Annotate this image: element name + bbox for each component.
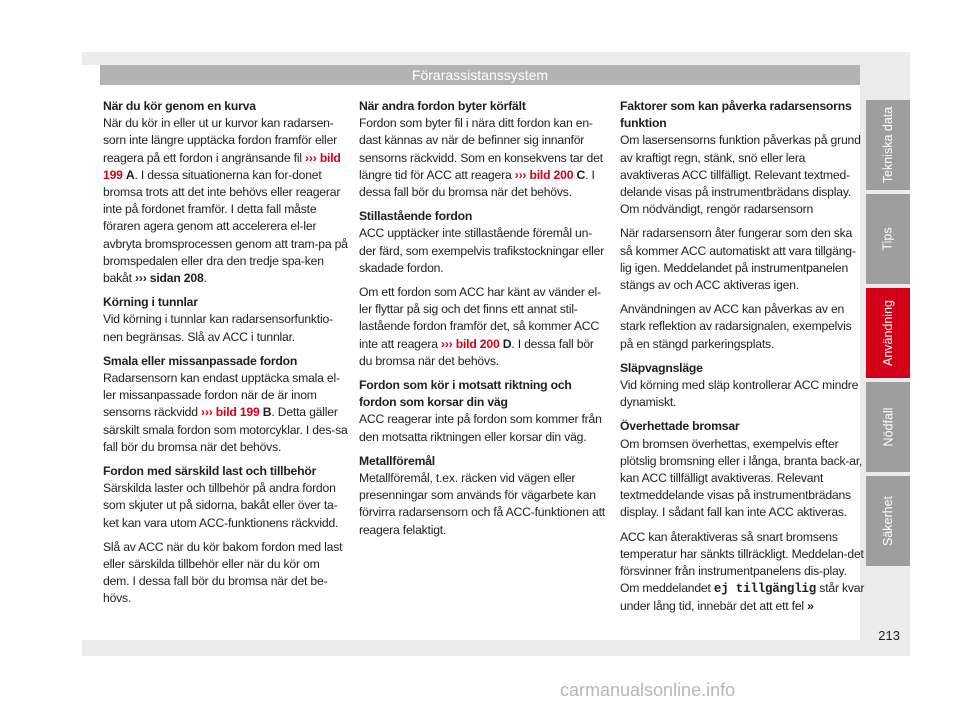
figure-letter: D bbox=[502, 336, 512, 351]
paragraph bbox=[620, 529, 866, 616]
tab-anvandning[interactable] bbox=[866, 288, 910, 378]
heading: När andra fordon byter körfält bbox=[359, 99, 526, 113]
tab-nodfall[interactable] bbox=[866, 382, 910, 472]
tab-label: Tekniska data bbox=[881, 106, 895, 184]
column-2 bbox=[359, 98, 605, 546]
tab-label: Nödfall bbox=[880, 407, 895, 447]
paragraph: Om lasersensorns funktion påverkas på grund av kraftigt regn, stänk, snö eller lera avaktiveras ACC tillfälligt. Relevant textmed-delande visas på instrumentbrädans display. Om nödvändigt, rengör radarsensorn bbox=[620, 133, 861, 217]
text: Radarsensorn kan endast upptäcka smala el-ler missanpassade fordon när de är inom sensorns räckvidd bbox=[103, 371, 340, 420]
heading: Faktorer som kan påverka radarsensorns funktion bbox=[620, 99, 852, 131]
continue-marker: » bbox=[807, 599, 814, 614]
paragraph: ACC upptäcker inte stillastående föremål un-der färd, som exempelvis trafikstockningar eller skadade fordon. bbox=[359, 226, 605, 275]
paragraph: Om bromsen överhettas, exempelvis efter plötslig bromsning eller i långa, branta back-ar, kan ACC tillfälligt avaktiveras. Relevant textmeddelande visas på instrumentbrädans display. I sådant fall kan inte ACC aktiveras. bbox=[620, 436, 863, 520]
paragraph bbox=[359, 284, 605, 370]
figure-letter: C bbox=[576, 167, 586, 182]
heading: Fordon med särskild last och tillbehör bbox=[103, 464, 317, 479]
tab-tips[interactable] bbox=[866, 194, 910, 284]
paragraph: Metallföremål, t.ex. räcken vid vägen eller presenningar som används för vägarbete kan förvirra radarsensorn och få ACC-funktionen att reagera felaktigt. bbox=[359, 471, 605, 537]
text: ACC kan återaktiveras så snart bromsens temperatur har sänkts tillräckligt. Meddelan-det försvinner från instrumentpanelens dis-play. Om meddelandet bbox=[620, 529, 864, 596]
paragraph bbox=[103, 370, 349, 456]
paragraph: Vid körning i tunnlar kan radarsensorfunktio-nen begränsas. Slå av ACC i tunnlar. bbox=[103, 312, 333, 344]
ref-arrow[interactable]: ››› bbox=[514, 167, 527, 182]
column-1 bbox=[103, 98, 349, 615]
text: . I dessa fall bör du bromsa när det behövs. bbox=[359, 167, 595, 200]
paragraph bbox=[359, 115, 605, 201]
paragraph: När radarsensorn åter fungerar som den ska så kommer ACC automatiskt att vara tillgäng-lig igen. Meddelandet på instrumentpanelen stängs av och ACC aktiveras igen. bbox=[620, 226, 856, 293]
section-header: Förarassistanssystem bbox=[100, 65, 860, 85]
figure-letter: B bbox=[262, 405, 272, 420]
paragraph: Vid körning med släp kontrollerar ACC mindre dynamiskt. bbox=[620, 378, 859, 410]
page-number: 213 bbox=[878, 628, 900, 643]
text: Fordon som byter fil i nära ditt fordon kan en-dast kännas av när de befinner sig innanför sensorns räckvidd. Som en konsekvens tar det längre tid för ACC att reagera bbox=[359, 116, 603, 182]
text: När du kör in eller ut ur kurvor kan radarsen-sorn inte längre upptäcka fordon framför eller reagera på ett fordon i angränsande fil bbox=[103, 116, 338, 165]
text: . I dessa situationerna kan for-donet bromsa trots att det inte behövs eller reagerar inte på fordonet framför. I detta fall måste föraren agera genom att accelerera el-ler avbryta bromsprocessen genom att tram-pa på bromspedalen eller dra den tredje spa-ken bakåt bbox=[103, 167, 348, 286]
figure-ref-link[interactable]: bild 200 bbox=[455, 336, 500, 351]
text: . Detta gäller särskilt smala fordon som motorcyklar. I des-sa fall bör du bromsa när det behövs. bbox=[103, 405, 348, 454]
text: Om ett fordon som ACC har känt av vänder el-ler flyttar på sig och det finns ett annat stil-lastående fordon framför det, så kommer ACC inte att reagera bbox=[359, 285, 601, 351]
figure-ref-link[interactable]: bild 199 bbox=[215, 405, 260, 420]
figure-letter: A bbox=[125, 167, 135, 182]
tab-sakerhet[interactable] bbox=[866, 476, 910, 566]
tab-tekniska-data[interactable] bbox=[866, 100, 910, 190]
text: står kvar under lång tid, innebär det att ett fel bbox=[620, 581, 865, 614]
heading: Metallföremål bbox=[359, 453, 435, 468]
column-3 bbox=[620, 98, 866, 623]
heading: Släpvagnsläge bbox=[620, 360, 703, 375]
tab-label: Säkerhet bbox=[881, 495, 895, 547]
heading: Smala eller missanpassade fordon bbox=[103, 353, 298, 368]
text: . I dessa fall bör du bromsa när det behövs. bbox=[359, 336, 594, 368]
page-ref-link[interactable]: ››› sidan 208 bbox=[135, 271, 204, 286]
paragraph: ACC reagerar inte på fordon som kommer från den motsatta riktningen eller korsar din väg. bbox=[359, 412, 602, 444]
side-tabs bbox=[866, 100, 910, 570]
ref-arrow[interactable]: ››› bbox=[440, 336, 453, 351]
figure-ref-link[interactable]: bild 199 bbox=[103, 150, 341, 182]
heading: När du kör genom en kurva bbox=[103, 99, 256, 113]
display-message-code: ej tillgänglig bbox=[713, 582, 817, 597]
paragraph: Användningen av ACC kan påverkas av en stark reflektion av radarsignalen, exempelvis på en stängd parkeringsplats. bbox=[620, 302, 852, 351]
ref-arrow[interactable]: ››› bbox=[305, 150, 317, 165]
paragraph bbox=[103, 115, 349, 287]
paragraph: Slå av ACC när du kör bakom fordon med last eller särskilda tillbehör eller när du kör om dem. I dessa fall bör du bromsa när det be-hövs. bbox=[103, 539, 343, 606]
heading: Fordon som kör i motsatt riktning och fordon som korsar din väg bbox=[359, 378, 572, 410]
heading: Körning i tunnlar bbox=[103, 295, 198, 310]
watermark: carmanualsonline.info bbox=[560, 680, 736, 700]
ref-arrow[interactable]: ››› bbox=[201, 405, 213, 420]
heading: Överhettade bromsar bbox=[620, 419, 740, 434]
paragraph: Särskilda laster och tillbehör på andra fordon som skjuter ut på sidorna, bakåt eller över ta-ket kan vara utom ACC-funktionens räckvidd. bbox=[103, 481, 339, 530]
tab-label: Användning bbox=[881, 299, 895, 367]
text: . bbox=[203, 271, 207, 286]
figure-ref-link[interactable]: bild 200 bbox=[529, 167, 574, 182]
heading: Stillastående fordon bbox=[359, 209, 473, 224]
tab-label: Tips bbox=[881, 227, 895, 251]
